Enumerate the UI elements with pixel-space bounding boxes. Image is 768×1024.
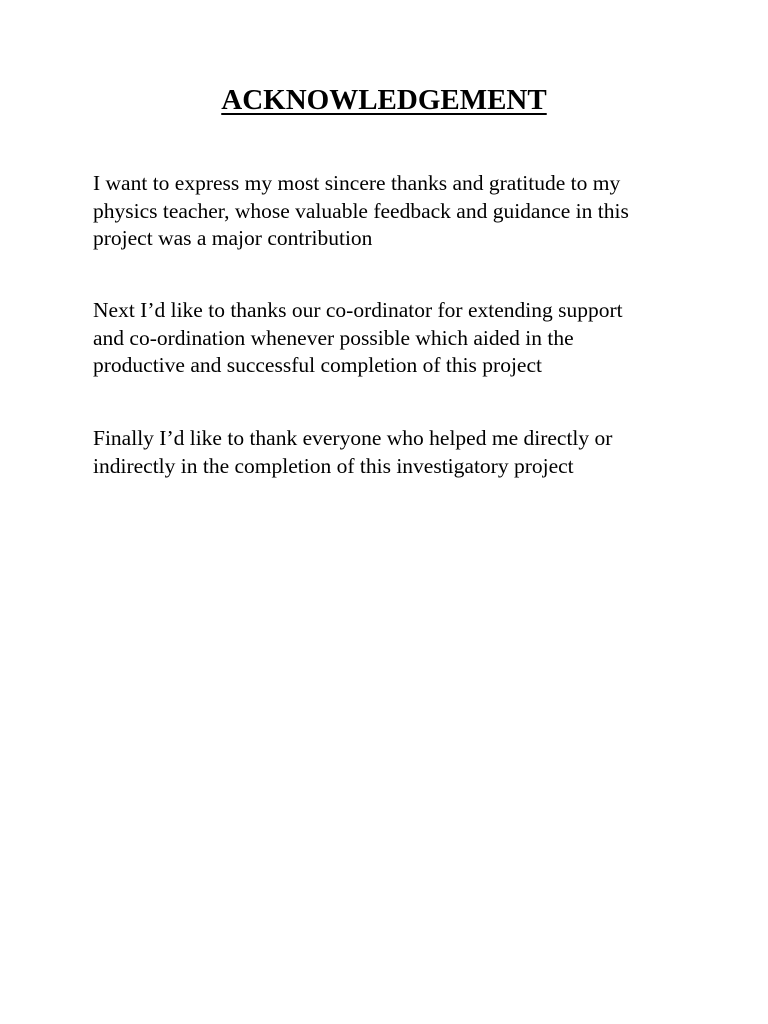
paragraph-line: Next I’d like to thanks our co-ordinator for extending support xyxy=(93,298,623,322)
paragraph-line: productive and successful completion of this project xyxy=(93,353,542,377)
paragraph-thanks-teacher xyxy=(93,170,693,253)
paragraph-line: physics teacher, whose valuable feedback and guidance in this xyxy=(93,198,629,223)
paragraph-line: indirectly in the completion of this investigatory project xyxy=(93,453,574,478)
paragraph-thanks-everyone xyxy=(93,425,693,480)
paragraph-line: Finally I’d like to thank everyone who helped me directly or xyxy=(93,426,613,450)
paragraph-line: and co-ordination whenever possible which aided in the xyxy=(93,325,574,350)
paragraph-line: project was a major contribution xyxy=(93,226,373,250)
page-title: ACKNOWLEDGEMENT xyxy=(221,84,547,116)
paragraph-line: I want to express my most sincere thanks and gratitude to my xyxy=(93,171,621,195)
paragraph-thanks-coordinator xyxy=(93,297,693,380)
